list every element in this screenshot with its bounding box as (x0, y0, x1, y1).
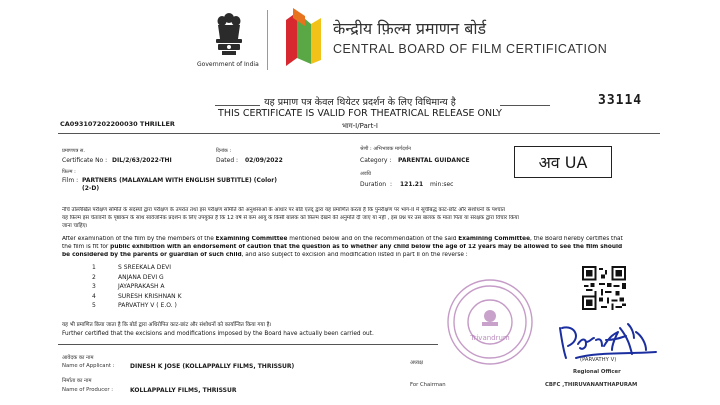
committee-members-list (92, 263, 182, 311)
serial-number: 33114 (598, 93, 643, 108)
cbfc-logo-icon (283, 6, 325, 72)
validity-english: THIS CERTIFICATE IS VALID FOR THEATRICAL RELEASE ONLY (218, 108, 502, 119)
film-format: (2-D) (82, 185, 100, 192)
signatory-office: CBFC ,THIRUVANANTHAPURAM (545, 382, 638, 388)
board-name-hindi: केन्द्रीय फ़िल्म प्रमाणन बोर्ड (333, 19, 487, 38)
statement-bold: public exhibition with an endorsement of caution that the question as to whether any child below the age of 12 years may be allowed to see the film should (110, 244, 623, 250)
date-label: Dated : (216, 157, 239, 164)
applicant-label: Name of Applicant : (62, 363, 115, 369)
list-item (92, 301, 182, 311)
statement-hindi-line1: नीचे उल्लिखित परीक्षण समिति के सदस्यों द्वारा परीक्षण के उपरांत तथा इस परीक्षण समिति की अनुशंसाओं के आधार पर बोर्ड एतद्‌ द्वारा यह प्रमाणित करता है कि पुनरीक्षण पर भाग-II में सूचीबद्ध काट-छाँट और संशोधनों के पश्चात (62, 207, 505, 213)
cert-no-value: DIL/2/63/2022-THI (112, 157, 172, 164)
footer-rule (58, 344, 438, 345)
official-seal-icon (444, 276, 536, 368)
member-name: PARVATHY V ( E.O. ) (118, 302, 177, 309)
statement-text: , the Board hereby certifies that (530, 236, 623, 242)
chairman-hindi: अध्यक्ष (410, 360, 423, 366)
member-number: 2 (92, 273, 96, 281)
list-item (92, 292, 182, 302)
list-item (92, 282, 182, 292)
part-label: भाग-I/Part-I (341, 122, 379, 130)
validity-underline-right (500, 105, 550, 106)
certify-hindi: यह भी प्रमाणित किया जाता है कि बोर्ड द्वारा अधिरोपित काट-छांट और संशोधनों को कार्यान्वित किया गया है। (62, 322, 272, 328)
state-emblem-icon (196, 8, 262, 68)
film-title: PARTNERS (MALAYALAM WITH ENGLISH SUBTITLE) (Color) (82, 177, 277, 184)
member-number: 1 (92, 264, 96, 271)
rating-badge: अव UA (514, 146, 612, 178)
film-label: Film : (62, 177, 79, 184)
list-item (92, 273, 182, 283)
duration-hindi: अवधि (360, 171, 371, 177)
duration-unit: min:sec (430, 181, 454, 188)
qr-code-icon (582, 266, 626, 310)
member-name: SURESH KRISHNAN K (118, 292, 182, 300)
applicant-value: DINESH K JOSE (KOLLAPPALLY FILMS, THRISSUR) (130, 363, 295, 370)
category-hindi: श्रेणी : अभिभावक मार्गदर्शन (360, 146, 411, 152)
statement-text: , and also subject to excision and modification listed in part II on the reverse : (241, 252, 468, 258)
statement-bold: be considered by the parents or guardian of such child (62, 252, 242, 258)
member-number: 3 (92, 283, 96, 290)
category-label: Category : (360, 157, 392, 164)
board-name-english: CENTRAL BOARD OF FILM CERTIFICATION (333, 42, 608, 56)
validity-underline-left (215, 105, 260, 106)
certify-english: Further certified that the excisions and modifications imposed by the Board have actually been carried out. (62, 331, 374, 337)
header-divider (267, 10, 268, 70)
member-name: ANJANA DEVI G (118, 273, 164, 281)
applicant-hindi: आवेदक का नाम (62, 355, 94, 361)
member-number: 4 (92, 292, 96, 300)
producer-hindi: निर्माता का नाम (62, 378, 92, 384)
statement-bold: Examining Committee (458, 236, 531, 242)
list-item (92, 263, 182, 273)
producer-label: Name of Producer : (62, 387, 114, 393)
chairman-label: For Chairman (410, 382, 446, 388)
reference-number: CA093107202200030 THRILLER (60, 120, 175, 128)
statement-hindi-line3: जाना चाहिए। (62, 223, 88, 229)
member-name: JAYAPRAKASH A (118, 283, 165, 290)
government-of-india-label: Government of India (197, 61, 259, 68)
date-hindi: दिनांक : (216, 148, 232, 154)
signatory-name: (PARVATHY V) (580, 357, 617, 363)
cert-no-label: Certificate No : (62, 157, 108, 164)
statement-text: the film is fit for (62, 244, 109, 250)
duration-value: 121.21 (400, 181, 424, 188)
category-value: PARENTAL GUIDANCE (398, 157, 470, 164)
producer-value: KOLLAPPALLY FILMS, THRISSUR (130, 387, 237, 394)
member-number: 5 (92, 302, 96, 309)
cert-no-hindi: प्रमाणपत्र स. (62, 148, 85, 154)
date-value: 02/09/2022 (245, 157, 283, 164)
film-hindi: फ़िल्म : (62, 169, 76, 175)
statement-hindi-line2: यह फ़िल्म इस चेतावनी के पृष्ठांकन के साथ सार्वजनिक प्रदर्शन के लिए उपयुक्त है कि 12 वर्ष से कम आयु के किसी बालक को फ़िल्म देखने की अनुमति दी जाए या नहीं , इस प्रश्न पर उस बालक के माता पिता या संरक्षक द्वारा विचार किया (62, 215, 519, 221)
top-rule (58, 133, 660, 134)
signatory-designation: Regional Officer (573, 369, 621, 375)
duration-label: Duration (360, 181, 387, 188)
member-name: S SREEKALA DEVI (118, 264, 171, 271)
duration-separator: : (390, 181, 393, 188)
statement-bold: Examining Committee (215, 236, 288, 242)
statement-english-line2 (62, 244, 662, 251)
statement-text: After examination of the film by the members of the (62, 236, 214, 242)
statement-english-line1 (62, 236, 662, 243)
statement-english-line3 (62, 252, 662, 259)
statement-text: mentioned below and on the recommendation of the said (289, 236, 457, 242)
validity-hindi: यह प्रमाण पत्र केवल थियेटर प्रदर्शन के लिए विधिमान्य है (264, 97, 456, 108)
seal-text: Trivandrum (470, 334, 510, 342)
